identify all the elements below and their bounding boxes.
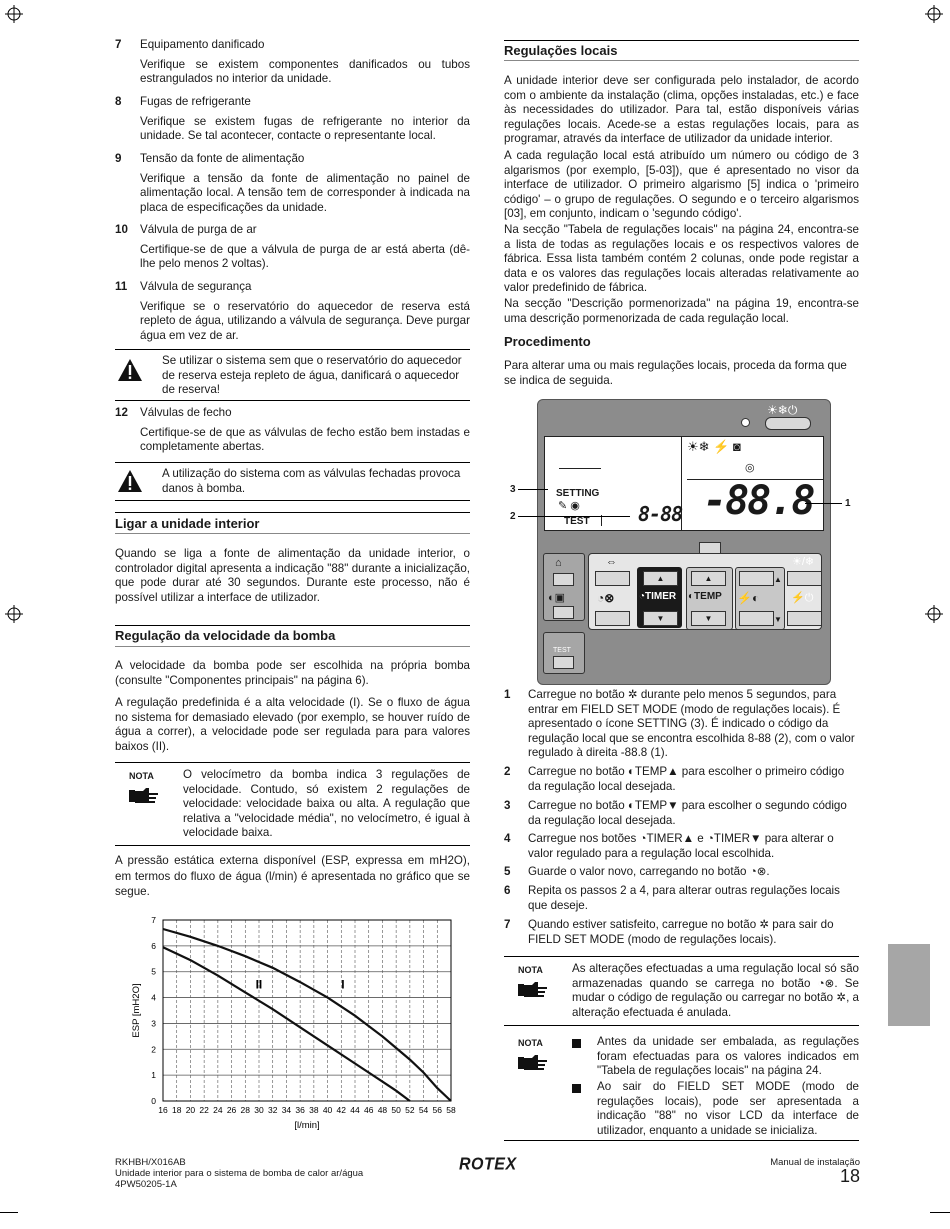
pointing-hand-icon [518,1054,548,1072]
bullet-icon [572,1039,581,1048]
note-box [504,1030,859,1141]
note-text: As alterações efectuadas a uma regulação local só são armazenadas quando se carrega no botão ◔⊗. Se mudar o código de regulação ou carregar no botão ✲, a alteração efectuada é anulada. [572,962,859,1019]
section-rule [115,512,470,513]
note-bullet: Ao sair do FIELD SET MODE (modo de regulações locais), pode ser apresentada a indicação "88" no visor LCD da interface de utilizador, enquanto a unidade se inicializa. [597,1080,859,1137]
callout-line [805,503,842,504]
section-rule [115,533,470,534]
timer-clear-icon: ◔⊗ [597,591,615,605]
dhw-onoff-icon: ⚡⏻ [791,592,814,604]
pointing-hand-icon [129,787,159,805]
dhw-down-button[interactable] [739,611,774,626]
y-tick-label: 1 [151,1070,156,1081]
warning-box: A utilização do sistema com as válvulas fechadas provoca danos à bomba. [115,462,470,501]
x-tick-label: 56 [432,1105,443,1115]
step: 4 Carregue nos botões ◔TIMER▲ e ◔TIMER▼ para alterar o valor regulado para a regulação local escolhida. [504,832,834,860]
y-tick-label: 7 [151,915,156,925]
x-tick-label: 30 [254,1105,264,1115]
dhw-down-arrow: ▼ [774,615,782,624]
registration-mark [5,5,23,23]
callout-line [518,489,548,490]
x-tick-label: 54 [418,1105,429,1115]
footer-product: Unidade interior para o sistema de bomba de calor ar/água [115,1168,364,1179]
paragraph: A cada regulação local está atribuído um número ou código de 3 algarismos (por exemplo, [5-03]), que é apresentado no visor da interface de utilizador. O primeiro algarismo [5] indica o 'primeiro código' – o grupo de regulações. O segundo e o terceiro algarismos [03], em conjunto, indicam o 'segundo código'. [504,149,859,221]
section-title: Regulação da velocidade da bomba [115,628,336,643]
schedule-button[interactable] [595,571,630,586]
x-tick-label: 28 [240,1105,251,1115]
pointing-hand-icon [518,981,548,999]
mode-icons: ☀❄⏻ [767,403,798,417]
callout-2: 2 [510,511,516,522]
x-tick-label: 24 [213,1105,223,1115]
paragraph: A pressão estática externa disponível (ESP, expressa em mH2O), em termos do fluxo de água (l/min) é apresentada no gráfico que se segue. [115,854,470,898]
step: 5 Guarde o valor novo, carregando no botão ◔⊗. [504,865,770,878]
step: 7 Quando estiver satisfeito, carregue no botão ✲ para sair do FIELD SET MODE (modo de regulações locais). [504,918,834,946]
paragraph: Na secção "Tabela de regulações locais" na página 24, encontra-se a lista de todas as regulações locais e os respectivos valores de fábrica. Essa lista também contém 2 colunas, onde pode registar a data e os valores das regulações locais alteradas relativamente ao valor predefinido de fábrica. [504,223,859,295]
x-tick-label: 50 [391,1105,401,1115]
lcd-setting: SETTING [556,488,600,499]
lcd-dash [559,468,601,469]
user-interface-panel [537,399,831,685]
paragraph: Quando se liga a fonte de alimentação da unidade interior, o controlador digital apresenta a indicação "88" durante a inicialização, que pode durar até 30 segundos. Durante este processo, não é possível utilizar a interface de utilizador. [115,547,470,604]
footer-model: RKHBH/X016AB [115,1157,186,1168]
pump-curve-chart [125,912,465,1137]
dhw-onoff-button[interactable] [787,611,822,626]
x-tick-label: 58 [446,1105,456,1115]
footer-manual: Manual de instalação [770,1157,860,1168]
list-item: 9 Tensão da fonte de alimentação Verifique a tensão da fonte de alimentação no painel de alimentação local. A tensão tem de corresponder à indicada na placa de especificações da unidade. [115,152,470,214]
series-label-II: II [255,977,263,992]
step: 6 Repita os passos 2 a 4, para alterar outras regulações locais que deseje. [504,884,840,912]
section-rule [504,60,859,61]
x-tick-label: 16 [158,1105,168,1115]
warning-icon [117,469,143,493]
step: 1 Carregue no botão ✲ durante pelo menos 5 segundos, para entrar em FIELD SET MODE (modo de regulações locais). É apresentado o ícone SETTING (3). É indicado o código da regulação local que se encontra escolhida 8-88 (2), com o valor regulado à direita -88.8 (1). [504,688,855,760]
y-tick-label: 5 [151,966,156,977]
y-tick-label: 2 [151,1044,156,1055]
step: 3 Carregue no botão ◐TEMP▼ para escolher o segundo código da regulação local desejada. [504,799,847,827]
timer-down-button[interactable]: ▼ [643,611,678,626]
cool-heat-button[interactable] [787,571,822,586]
lcd-field-code: 8-88 [638,502,683,526]
lcd-heater-icon: ◎ [745,462,755,474]
callout-1: 1 [845,498,851,509]
warning-icon [117,358,143,382]
section-rule [115,625,470,626]
note-label: NOTA [518,965,543,975]
note-box [115,762,470,846]
x-tick-label: 32 [267,1105,278,1115]
note-text: O velocímetro da bomba indica 3 regulações de velocidade. Contudo, só existem 2 regulações de velocidade: velocidade baixa ou alta. A regulação que relativa a "velocidade média", no velocímetro, é igual à velocidade baixa. [183,768,470,840]
temp-up-button[interactable]: ▲ [691,571,726,586]
x-tick-label: 46 [363,1105,374,1115]
onoff-button[interactable] [765,417,811,430]
x-axis-label: [l/min] [294,1120,320,1131]
test-button-label: TEST [553,647,571,654]
dhw-icon: ⚡◐ [737,591,760,605]
x-tick-label: 38 [309,1105,319,1115]
list-item: 11 Válvula de segurança Verifique se o reservatório do aquecedor de reserva está repleto de água, utilizando a válvula de segurança. Deve purgar água em vez de ar. [115,280,470,342]
bullet-icon [572,1084,581,1093]
note-bullet: Antes da unidade ser embalada, as regulações foram efectuadas para os valores indicados em "Tabela de regulações locais" na página 24. [597,1035,859,1078]
temp-down-button[interactable]: ▼ [691,611,726,626]
step: 2 Carregue no botão ◐TEMP▲ para escolher o primeiro código da regulação local desejada. [504,765,845,793]
paragraph: Para alterar uma ou mais regulações locais, proceda da forma que se indica de seguida. [504,359,847,387]
x-tick-label: 42 [336,1105,347,1115]
x-tick-label: 44 [350,1105,360,1115]
registration-mark [925,605,943,623]
small-button[interactable] [553,573,574,586]
small-button[interactable] [553,656,574,669]
cool-heat-icon: ☀/❄ [792,556,815,568]
list-item: 8 Fugas de refrigerante Verifique se existem fugas de refrigerante no interior da unidade. Se tal acontecer, contacte o representante local. [115,95,470,143]
x-tick-label: 36 [295,1105,305,1115]
x-tick-label: 40 [322,1105,333,1115]
x-tick-label: 22 [199,1105,209,1115]
page-number: 18 [839,1166,860,1186]
footer-left [115,1157,363,1190]
y-tick-label: 4 [151,992,156,1003]
y-axis-label: ESP [mH2O] [131,983,142,1038]
temp-label: ◐TEMP [688,591,722,602]
section-title: Ligar a unidade interior [115,516,260,531]
x-tick-label: 20 [185,1105,196,1115]
section-title: Regulações locais [504,43,618,58]
timer-label: ◔TIMER [639,591,677,602]
dhw-up-arrow: ▲ [774,575,782,584]
section-rule [115,646,470,647]
x-tick-label: 52 [405,1105,415,1115]
footer-code: 4PW50205-1A [115,1179,177,1190]
dhw-up-button[interactable] [739,571,774,586]
series-label-I: I [341,977,345,992]
brand-logo: ROTEX [459,1155,517,1174]
paragraph: A regulação predefinida é a alta velocidade (I). Se o fluxo de água no sistema for demasiado elevado (por exemplo, se houver ruído de água a correr), a velocidade pode ser regulada para para valores baixos (II). [115,696,470,753]
lcd-field-value: -88.8 [703,478,814,524]
note-box [504,956,859,1026]
schedule-icon: ⇔ [606,556,617,568]
y-tick-label: 0 [151,1096,156,1106]
plot-frame [163,920,451,1101]
timer-clear-button[interactable] [595,611,630,626]
paragraph: Na secção "Descrição pormenorizada" na página 19, encontra-se uma descrição pormenorizada de cada regulação local. [504,297,859,325]
led-indicator [741,418,750,427]
quiet-icon: ⌂ [555,557,562,569]
timer-up-button[interactable]: ▲ [643,571,678,586]
list-item: 7 Equipamento danificado Verifique se existem componentes danificados ou tubos estrangulados no interior da unidade. [115,38,470,86]
x-tick-label: 48 [377,1105,388,1115]
note-label: NOTA [129,771,154,781]
warning-box: Se utilizar o sistema sem que o reservatório do aquecedor de reserva esteja repleto de água, danificará o aquecedor de reserva! [115,349,470,401]
list-item: 12 Válvulas de fecho Certifique-se de que as válvulas de fecho estão bem instadas e completamente abertas. [115,406,470,454]
side-tab [888,944,930,1026]
callout-line [518,516,630,517]
x-tick-label: 34 [281,1105,292,1115]
thermo-icon: ◐▣ [548,592,566,604]
small-button[interactable] [553,606,574,619]
list-item: 10 Válvula de purga de ar Certifique-se de que a válvula de purga de ar está aberta (dê-lhe pelo menos 2 voltas). [115,223,470,271]
x-tick-label: 26 [226,1105,237,1115]
note-label: NOTA [518,1038,543,1048]
lcd-icons: ☀❄ ⚡ ◙ [687,439,741,454]
lcd-wrench-icon: ✎ ◉ [558,500,580,512]
paragraph: A velocidade da bomba pode ser escolhida na própria bomba (consulte "Componentes principais" na página 6). [115,659,470,687]
registration-mark [925,5,943,23]
crop-line [0,1212,18,1213]
registration-mark [5,605,23,623]
y-tick-label: 3 [151,1018,156,1029]
x-tick-label: 18 [171,1105,182,1115]
subsection-title: Procedimento [504,334,591,349]
y-tick-label: 6 [151,940,156,951]
crop-line [930,1212,950,1213]
paragraph: A unidade interior deve ser configurada pelo instalador, de acordo com o ambiente da instalação (clima, opções instaladas, etc.) e face às necessidades do utilizador. Para tal, estão disponíveis várias regulações locais. Acede-se a estas regulações locais, para as programar, através da interface de utilizador da unidade interior. [504,74,859,146]
lcd-test: TEST [564,516,590,527]
section-rule [504,40,859,41]
callout-3: 3 [510,484,516,495]
